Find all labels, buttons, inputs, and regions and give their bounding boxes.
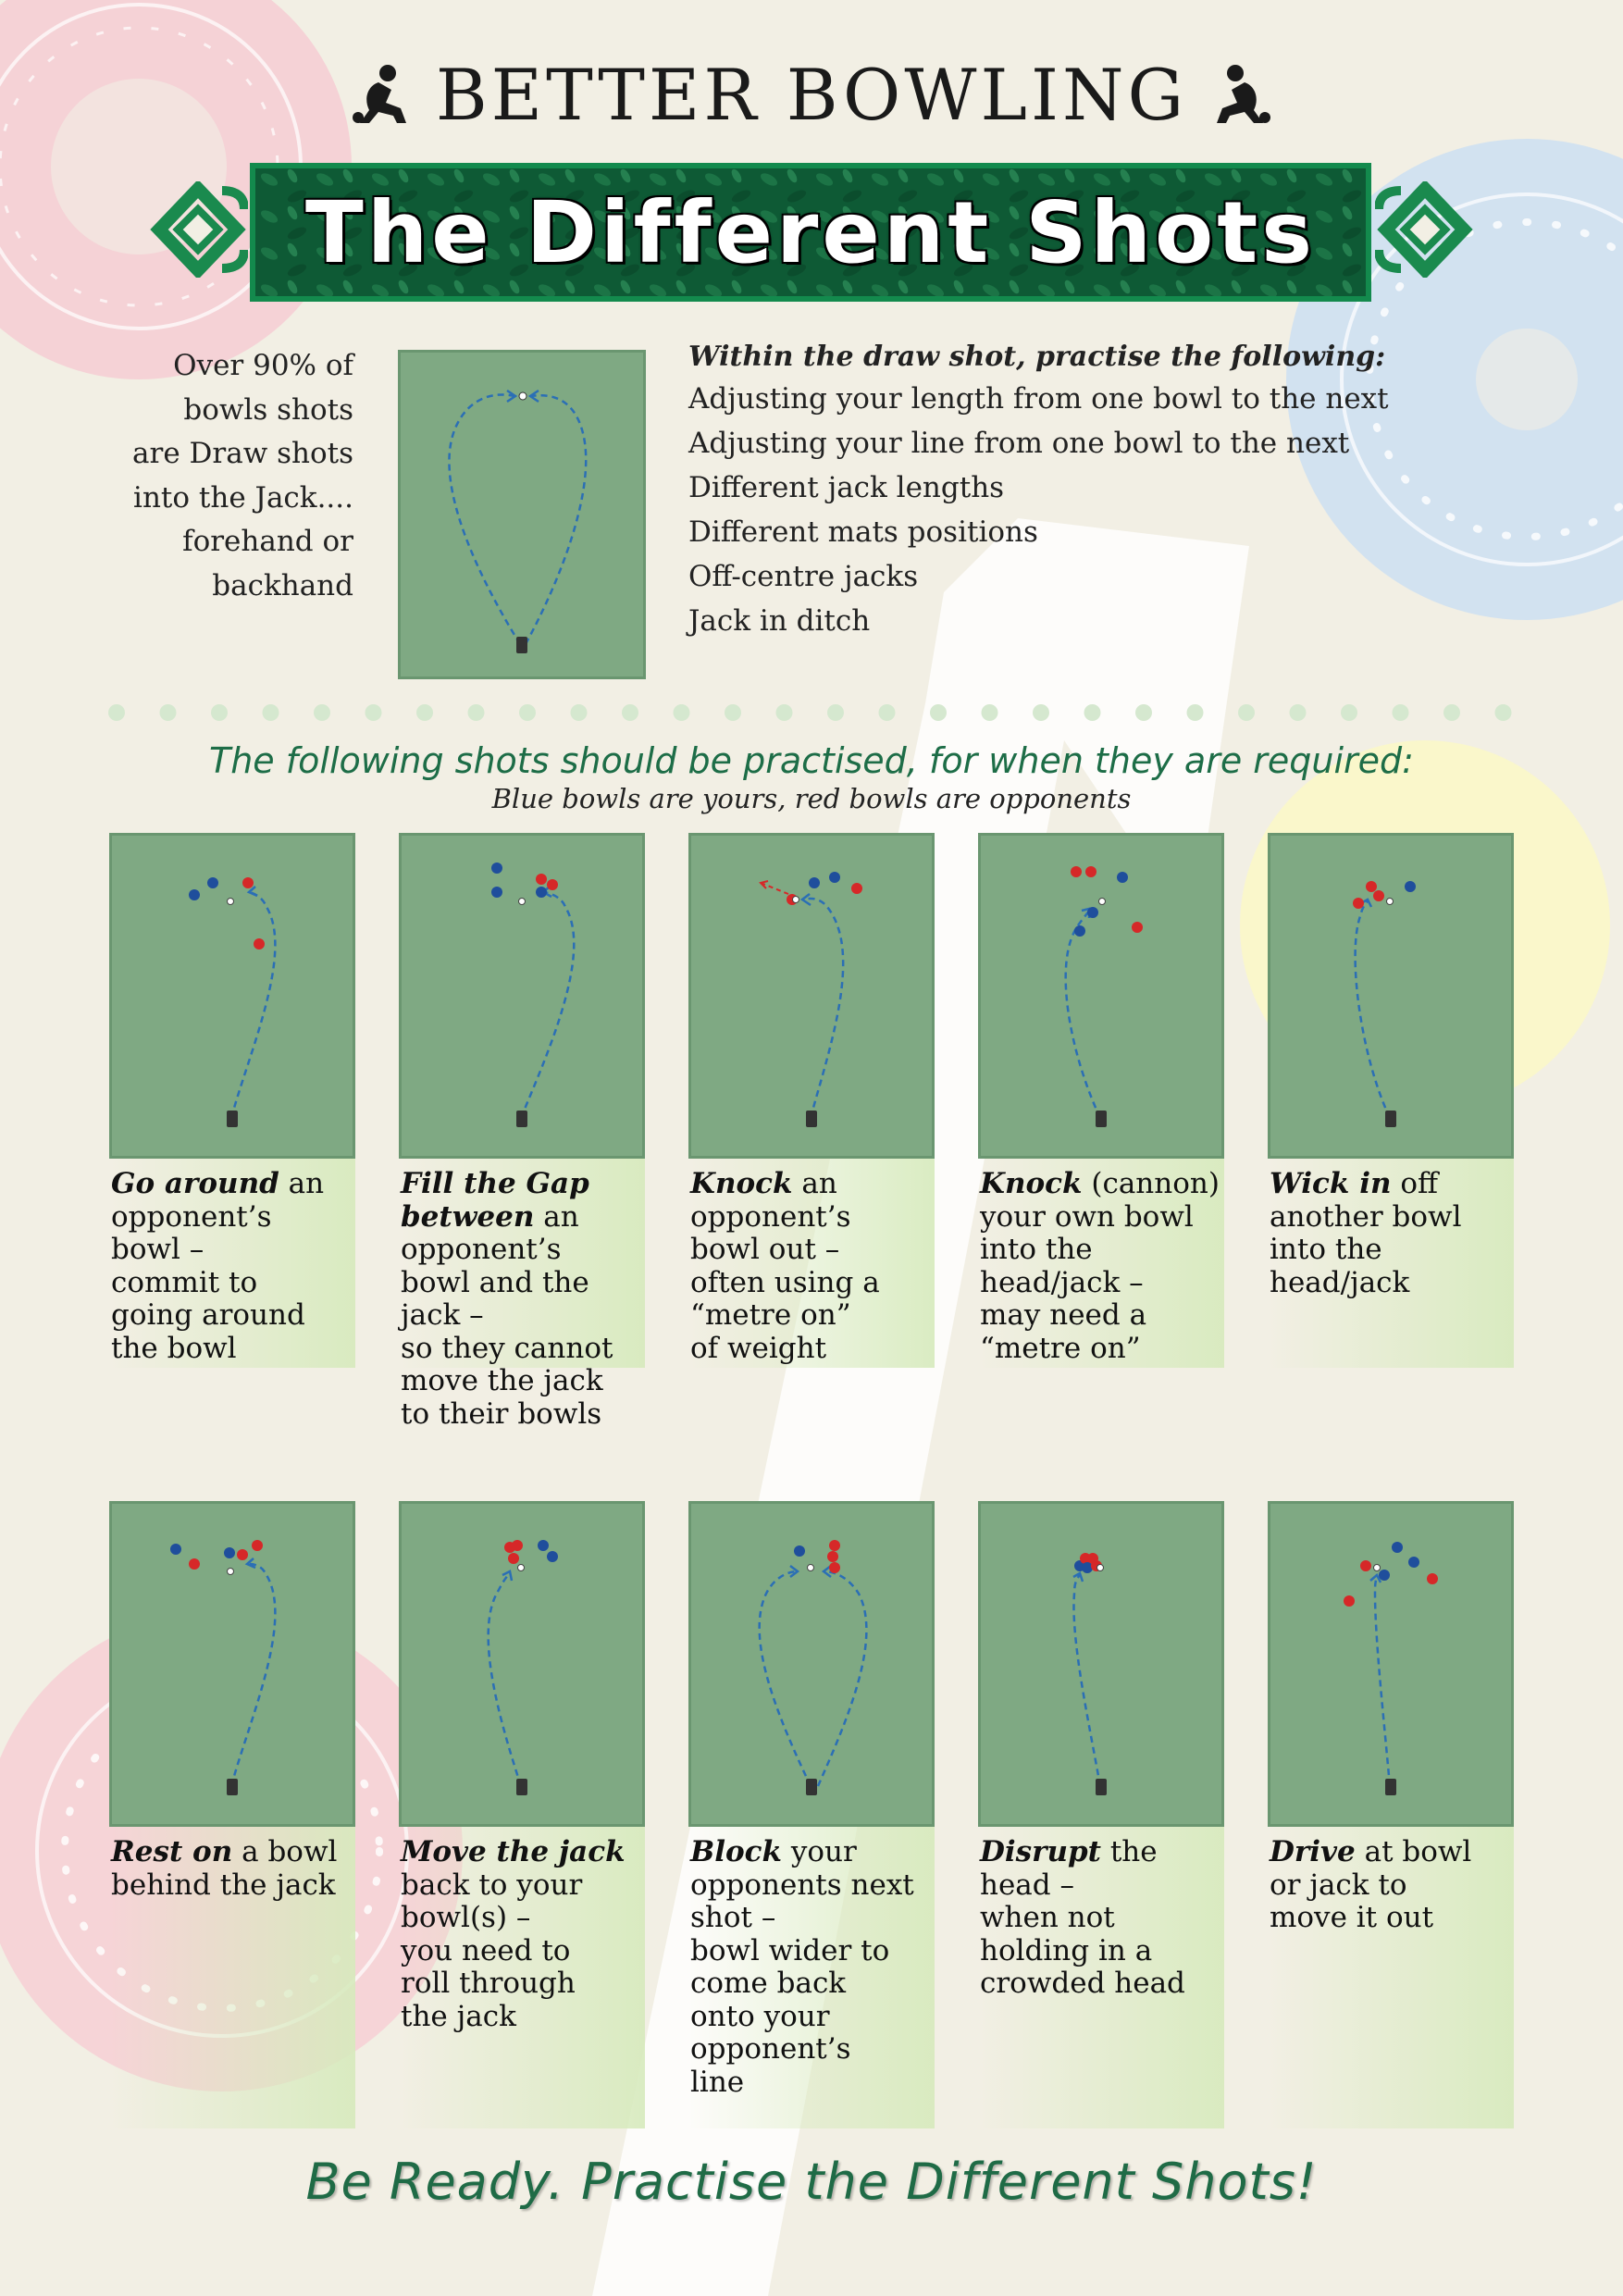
red-bowl xyxy=(1373,890,1384,901)
jack xyxy=(1099,899,1106,905)
shot-caption xyxy=(1268,1827,1514,2128)
divider-dot xyxy=(1084,704,1101,721)
shot-diagram xyxy=(978,1501,1224,1827)
caption-line xyxy=(690,1168,935,1201)
caption-line: head – xyxy=(980,1868,1074,1902)
caption-text: the xyxy=(1100,1835,1158,1868)
rink xyxy=(690,1503,934,1826)
caption-line: opponent’s xyxy=(690,2032,851,2066)
caption-line xyxy=(1270,1168,1514,1201)
shot-name: Fill the Gap between xyxy=(401,1167,589,1234)
caption-line: you need to xyxy=(401,1933,571,1967)
caption-line: so they cannot xyxy=(401,1331,613,1365)
shot-description xyxy=(109,1827,355,1902)
red-bowl xyxy=(851,883,862,894)
divider-dot xyxy=(365,704,382,721)
caption-line xyxy=(111,1836,355,1869)
caption-line: “metre on” xyxy=(980,1331,1141,1365)
divider-dot xyxy=(519,704,536,721)
caption-line: roll through xyxy=(401,1967,576,2000)
caption-line: crowded head xyxy=(980,1967,1185,2000)
divider-dot xyxy=(1495,704,1512,721)
blue-bowl xyxy=(1074,925,1085,937)
shot-name: Rest on xyxy=(111,1835,233,1868)
shot-description xyxy=(399,1159,645,1431)
caption-line: move the jack xyxy=(401,1364,603,1397)
caption-line: come back xyxy=(690,1967,847,2000)
list-item: Different mats positions xyxy=(688,515,1038,549)
red-bowl xyxy=(1071,866,1082,877)
shot-diagram xyxy=(399,1501,645,1827)
caption-line: head/jack xyxy=(1270,1265,1410,1299)
caption-line: opponents next xyxy=(690,1868,914,1902)
caption-line: or jack to xyxy=(1270,1868,1407,1902)
divider-dot xyxy=(982,704,998,721)
footer-slogan: Be Ready. Practise the Different Shots! xyxy=(305,2153,1318,2211)
caption-line: the jack xyxy=(401,1999,516,2033)
red-bowl xyxy=(1353,898,1364,909)
shot-caption xyxy=(978,1159,1224,1368)
caption-line: line xyxy=(690,2065,745,2099)
caption-line: the bowl xyxy=(111,1331,237,1365)
divider-dot xyxy=(725,704,741,721)
celtic-knot-left-icon xyxy=(148,181,248,278)
red-bowl xyxy=(242,877,254,888)
divider-dot xyxy=(211,704,228,721)
shot-caption xyxy=(399,1827,645,2128)
mat xyxy=(1385,1111,1396,1127)
caption-text: your xyxy=(782,1835,857,1868)
shot-name: Go around xyxy=(111,1167,279,1200)
blue-bowl xyxy=(491,863,502,874)
shot-caption xyxy=(978,1827,1224,2128)
caption-line: bowl(s) – xyxy=(401,1901,531,1934)
blue-bowl xyxy=(1405,881,1416,892)
blue-bowl xyxy=(1087,907,1098,918)
caption-line: holding in a xyxy=(980,1933,1153,1967)
caption-line: back to your xyxy=(401,1868,583,1902)
caption-line: another bowl xyxy=(1270,1199,1462,1234)
shot-name: Block xyxy=(690,1835,783,1868)
jack xyxy=(1374,1565,1381,1571)
title-banner xyxy=(250,163,1371,302)
blue-bowl xyxy=(547,1551,558,1562)
jack xyxy=(808,1565,814,1571)
caption-line: opponent’s xyxy=(111,1199,272,1234)
celtic-knot-right-icon xyxy=(1375,181,1475,278)
caption-text: off xyxy=(1391,1167,1439,1200)
shot-description xyxy=(1268,1827,1514,1935)
intro-line: into the Jack.... xyxy=(133,480,353,515)
shot-name: Drive xyxy=(1270,1835,1356,1868)
shot-diagram xyxy=(978,833,1224,1159)
blue-bowl xyxy=(170,1544,181,1555)
brand-title: BETTER BOWLING xyxy=(435,53,1188,136)
rink xyxy=(401,835,644,1158)
shot-description xyxy=(1268,1159,1514,1299)
red-bowl xyxy=(189,1558,200,1570)
list-item: Different jack lengths xyxy=(688,471,1005,504)
blue-bowl xyxy=(1117,872,1128,883)
blue-bowl xyxy=(1082,1562,1093,1573)
divider-dot xyxy=(1443,704,1460,721)
divider-dot xyxy=(571,704,588,721)
bowler-icon xyxy=(1211,62,1272,127)
divider-dot xyxy=(1393,704,1409,721)
blue-bowl xyxy=(794,1545,805,1557)
caption-line: opponent’s xyxy=(401,1233,562,1266)
divider-dot xyxy=(827,704,844,721)
shot-caption xyxy=(1268,1159,1514,1368)
blue-bowl xyxy=(1392,1542,1403,1553)
blue-bowl xyxy=(538,1540,549,1551)
caption-line: shot – xyxy=(690,1901,776,1934)
mat xyxy=(227,1779,238,1795)
blue-bowl xyxy=(1408,1557,1419,1568)
red-bowl xyxy=(1132,922,1143,933)
caption-line xyxy=(980,1168,1224,1201)
list-item: Adjusting your line from one bowl to the next xyxy=(688,427,1350,460)
jack xyxy=(228,899,234,905)
mat xyxy=(516,1779,527,1795)
divider-dot xyxy=(622,704,638,721)
divider-dot xyxy=(1135,704,1152,721)
divider-dot xyxy=(1290,704,1307,721)
divider-dot xyxy=(1187,704,1204,721)
shot-caption xyxy=(109,1159,355,1368)
caption-line: head/jack – xyxy=(980,1265,1144,1299)
caption-text: an xyxy=(534,1199,579,1234)
divider-dot xyxy=(160,704,177,721)
section-heading: The following shots should be practised, for when they are required: xyxy=(209,740,1414,781)
caption-line: bowl wider to xyxy=(690,1933,890,1967)
jack xyxy=(793,897,799,903)
divider-dot xyxy=(468,704,485,721)
red-bowl xyxy=(237,1549,248,1560)
jack xyxy=(228,1569,234,1575)
mat xyxy=(806,1779,817,1795)
shot-caption xyxy=(109,1827,355,2128)
caption-line: “metre on” xyxy=(690,1298,851,1332)
blue-bowl xyxy=(189,889,200,900)
caption-line: onto your xyxy=(690,1999,830,2033)
red-bowl xyxy=(252,1540,263,1551)
brand-header xyxy=(0,48,1623,141)
jack xyxy=(519,899,526,905)
shot-name: Move the jack xyxy=(401,1835,626,1868)
caption-line xyxy=(1270,1836,1514,1869)
red-bowl xyxy=(829,1562,840,1573)
divider-dot xyxy=(416,704,433,721)
jack xyxy=(518,1565,525,1571)
shot-caption xyxy=(688,1159,935,1368)
shot-diagram xyxy=(109,833,355,1159)
shot-description xyxy=(688,1159,935,1365)
shot-diagram xyxy=(399,833,645,1159)
caption-line: to their bowls xyxy=(401,1396,602,1431)
intro-line: backhand xyxy=(212,568,353,602)
divider-dot xyxy=(930,704,947,721)
caption-line: of weight xyxy=(690,1331,827,1365)
shot-name: Knock xyxy=(980,1167,1083,1200)
intro-line: forehand or xyxy=(182,525,353,558)
mat xyxy=(806,1111,817,1127)
shot-description xyxy=(399,1827,645,2033)
caption-line: bowl – xyxy=(111,1233,204,1266)
mat xyxy=(1096,1111,1107,1127)
rink xyxy=(980,835,1223,1158)
divider-dot xyxy=(1238,704,1255,721)
intro-line: are Draw shots xyxy=(132,437,353,470)
mat xyxy=(227,1111,238,1127)
caption-line: behind the jack xyxy=(111,1868,336,1902)
caption-line xyxy=(401,1836,645,1869)
list-item: Off-centre jacks xyxy=(688,560,919,593)
red-bowl xyxy=(1427,1573,1438,1584)
shot-caption xyxy=(399,1159,645,1431)
red-bowl xyxy=(1085,866,1096,877)
caption-line xyxy=(980,1836,1224,1869)
rink xyxy=(111,835,354,1158)
caption-line: often using a xyxy=(690,1265,880,1299)
shot-diagram xyxy=(109,1501,355,1827)
red-bowl xyxy=(829,1540,840,1551)
caption-line: jack – xyxy=(401,1298,484,1332)
caption-text: an xyxy=(279,1167,325,1200)
divider-dot xyxy=(1341,704,1357,721)
mat xyxy=(516,1111,527,1127)
list-item: Adjusting your length from one bowl to the next xyxy=(688,382,1389,416)
bowl-color-note: Blue bowls are yours, red bowls are opponents xyxy=(491,783,1132,814)
red-bowl xyxy=(254,938,265,949)
shot-description xyxy=(978,1159,1224,1365)
shot-diagram xyxy=(688,1501,935,1827)
red-bowl xyxy=(1366,881,1377,892)
caption-line: opponent’s xyxy=(690,1199,851,1234)
shot-name: Disrupt xyxy=(980,1835,1101,1868)
list-item: Jack in ditch xyxy=(688,604,871,638)
draw-list-heading: Within the draw shot, practise the following: xyxy=(688,341,1386,373)
caption-line: your own bowl xyxy=(980,1199,1194,1234)
draw-practice-list xyxy=(688,341,1447,643)
blue-bowl xyxy=(536,887,547,898)
mat xyxy=(1096,1779,1107,1795)
jack xyxy=(1387,899,1394,905)
divider-dot xyxy=(1033,704,1049,721)
page-title: The Different Shots xyxy=(305,182,1316,282)
intro-line: Over 90% of xyxy=(173,349,353,382)
jack xyxy=(1097,1565,1104,1571)
intro-text xyxy=(83,344,353,608)
rink xyxy=(980,1503,1223,1826)
caption-line xyxy=(111,1168,355,1201)
shot-name: Knock xyxy=(690,1167,793,1200)
caption-line: into the xyxy=(980,1233,1093,1266)
dotted-divider xyxy=(107,703,1514,722)
red-bowl xyxy=(1360,1560,1371,1571)
caption-text: an xyxy=(792,1167,837,1200)
caption-line: commit to xyxy=(111,1265,258,1299)
red-bowl xyxy=(827,1551,838,1562)
caption-text: (cannon) xyxy=(1082,1167,1220,1200)
divider-dot xyxy=(263,704,279,721)
caption-line: into the xyxy=(1270,1233,1382,1266)
caption-text: at bowl xyxy=(1355,1835,1472,1868)
rink xyxy=(1270,835,1513,1158)
caption-line: move it out xyxy=(1270,1901,1434,1934)
caption-line: bowl out – xyxy=(690,1233,840,1266)
divider-dot xyxy=(314,704,330,721)
red-bowl xyxy=(1344,1595,1355,1607)
divider-dot xyxy=(776,704,793,721)
caption-line xyxy=(690,1836,935,1869)
caption-line: may need a xyxy=(980,1298,1147,1332)
mat xyxy=(1385,1779,1396,1795)
shot-description xyxy=(109,1159,355,1365)
caption-line xyxy=(401,1168,645,1234)
draw-shot-diagram xyxy=(398,350,646,679)
red-bowl xyxy=(508,1553,519,1564)
divider-dot xyxy=(879,704,896,721)
blue-bowl xyxy=(809,877,820,888)
intro-line: bowls shots xyxy=(183,392,353,427)
blue-bowl xyxy=(829,872,840,883)
blue-bowl xyxy=(1379,1570,1390,1581)
shot-caption xyxy=(688,1827,935,2128)
blue-bowl xyxy=(491,887,502,898)
blue-bowl xyxy=(207,877,218,888)
shot-name: Wick in xyxy=(1270,1167,1392,1200)
red-bowl xyxy=(547,879,558,890)
bowler-icon xyxy=(351,62,412,127)
shot-description xyxy=(978,1827,1224,2001)
caption-text: a bowl xyxy=(232,1835,338,1868)
caption-line: when not xyxy=(980,1901,1115,1934)
rink xyxy=(401,1503,644,1826)
divider-dot xyxy=(674,704,690,721)
caption-line: bowl and the xyxy=(401,1265,589,1299)
divider-dot xyxy=(108,704,125,721)
shot-diagram xyxy=(1268,1501,1514,1827)
shot-diagram xyxy=(688,833,935,1159)
red-bowl xyxy=(512,1540,523,1551)
rink xyxy=(1270,1503,1513,1826)
caption-line: going around xyxy=(111,1298,305,1332)
shot-diagram xyxy=(1268,833,1514,1159)
blue-bowl xyxy=(224,1547,235,1558)
shot-description xyxy=(688,1827,935,2099)
red-bowl xyxy=(536,874,547,885)
